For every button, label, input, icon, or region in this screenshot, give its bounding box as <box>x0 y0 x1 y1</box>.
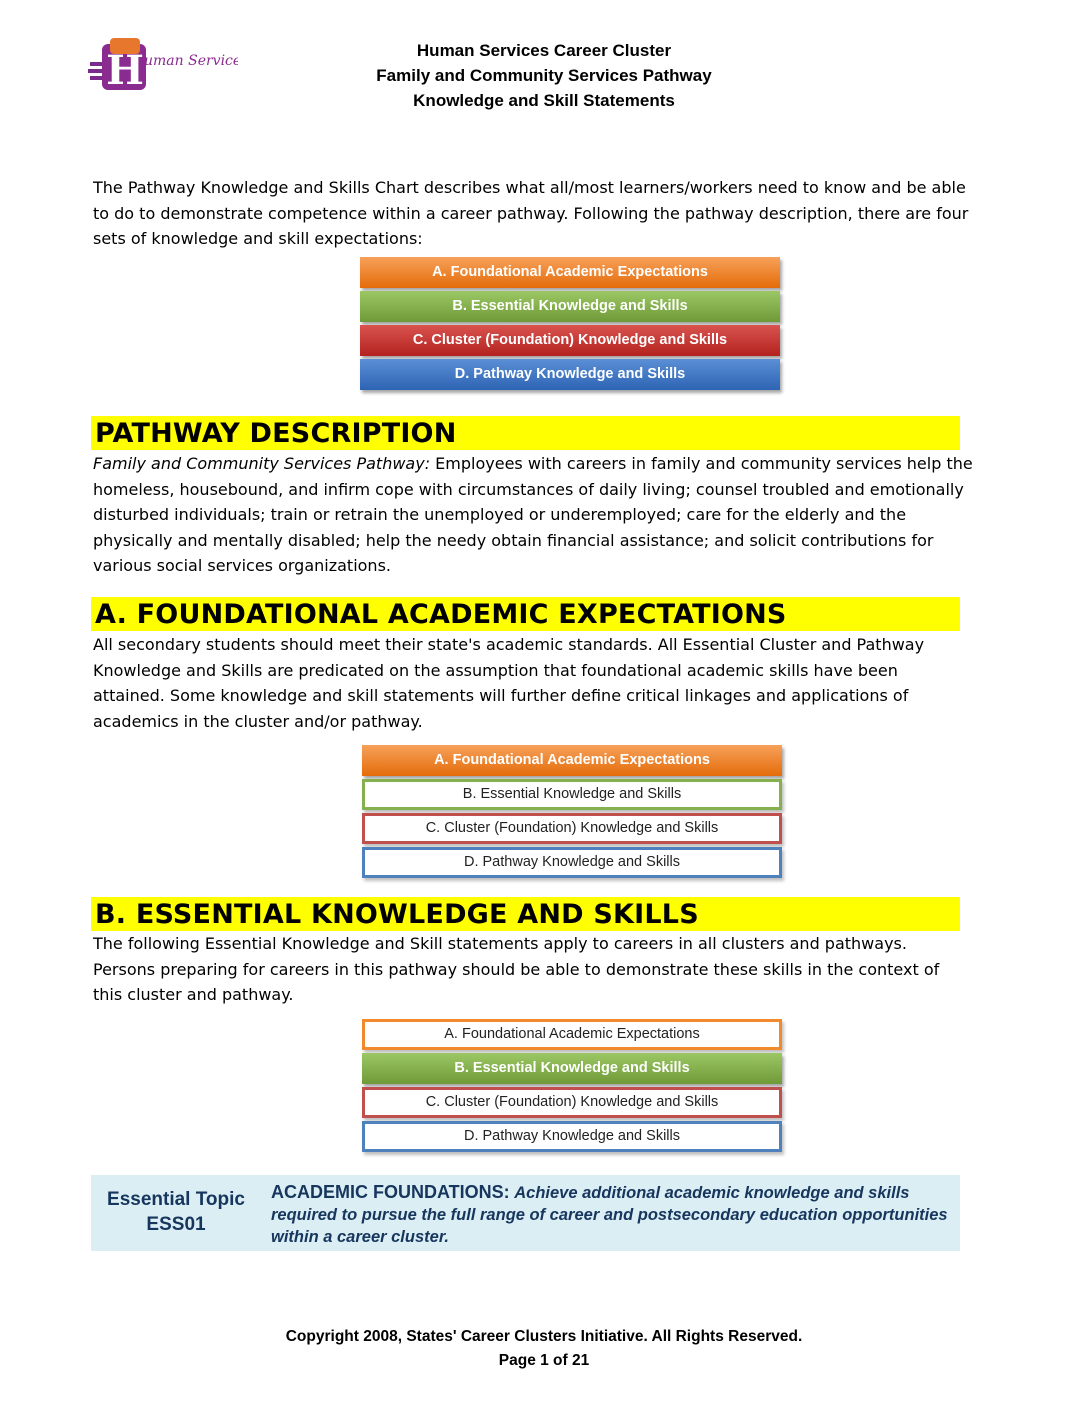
human-services-logo <box>88 32 238 94</box>
section-b-text: The following Essential Knowledge and Skill statements apply to careers in all clusters and pathways. Persons preparing for careers in this pathway should be able to demonstrate these skills in the context of this cluster and pathway. <box>93 934 940 1004</box>
logo-text: uman Services <box>144 53 238 69</box>
stack-item-a: A. Foundational Academic Expectations <box>360 257 780 288</box>
stack-item-b: B. Essential Knowledge and Skills <box>362 1053 782 1084</box>
stack-item-b: B. Essential Knowledge and Skills <box>362 779 782 810</box>
stack-item-c: C. Cluster (Foundation) Knowledge and Skills <box>362 1087 782 1118</box>
document-header <box>300 38 788 113</box>
stack-item-d: D. Pathway Knowledge and Skills <box>362 1121 782 1152</box>
stack-item-a: A. Foundational Academic Expectations <box>362 1019 782 1050</box>
stack-item-b: B. Essential Knowledge and Skills <box>360 291 780 322</box>
header-subtitle: Knowledge and Skill Statements <box>413 91 675 110</box>
essential-topic-description: Achieve additional academic knowledge and skills required to pursue the full range of career and postsecondary education opportunities within a career cluster. <box>271 1184 948 1246</box>
pathway-lead: Family and Community Services Pathway: <box>93 454 431 473</box>
pathway-description-text <box>93 451 973 579</box>
essential-topic-label <box>91 1187 261 1237</box>
header-pathway-title: Family and Community Services Pathway <box>376 66 712 85</box>
essential-topic-content <box>271 1181 951 1248</box>
knowledge-skills-stack-b <box>362 1019 782 1155</box>
section-b-heading: B. ESSENTIAL KNOWLEDGE AND SKILLS <box>91 897 960 931</box>
essential-topic-title: Essential Topic <box>107 1189 245 1210</box>
knowledge-skills-stack-overview <box>360 257 780 393</box>
header-cluster-title: Human Services Career Cluster <box>416 41 672 60</box>
copyright-text: Copyright 2008, States' Career Clusters Initiative. All Rights Reserved. <box>285 1328 803 1345</box>
essential-topic-code: ESS01 <box>146 1214 206 1235</box>
page-number: Page 1 of 21 <box>498 1352 590 1369</box>
essential-topic-heading: ACADEMIC FOUNDATIONS: <box>271 1182 510 1202</box>
stack-item-c: C. Cluster (Foundation) Knowledge and Skills <box>362 813 782 844</box>
logo-letter: H <box>106 47 144 94</box>
stack-item-d: D. Pathway Knowledge and Skills <box>360 359 780 390</box>
section-a-text: All secondary students should meet their state's academic standards. All Essential Cluster and Pathway Knowledge and Skills are predicated on the assumption that foundational academic skills have been attained. Some knowledge and skill statements will further define critical linkages and applications of academics in the cluster and/or pathway. <box>93 635 925 731</box>
stack-item-d: D. Pathway Knowledge and Skills <box>362 847 782 878</box>
stack-item-a: A. Foundational Academic Expectations <box>362 745 782 776</box>
page-footer <box>200 1325 888 1373</box>
essential-topic-row <box>91 1175 960 1251</box>
pathway-body: Employees with careers in family and community services help the homeless, housebound, and infirm cope with circumstances of daily living; counsel troubled and emotionally disturbed individuals; train or retrain the unemployed or underemployed; care for the elderly and the physically and mentally disabled; help the needy obtain financial assistance; and solicit contributions for various social services organizations. <box>93 454 973 575</box>
intro-paragraph: The Pathway Knowledge and Skills Chart describes what all/most learners/workers need to know and be able to do to demonstrate competence within a career pathway. Following the pathway description, there are four sets of knowledge and skill expectations: <box>93 178 969 248</box>
pathway-description-heading: PATHWAY DESCRIPTION <box>91 416 960 450</box>
stack-item-c: C. Cluster (Foundation) Knowledge and Skills <box>360 325 780 356</box>
knowledge-skills-stack-a <box>362 745 782 881</box>
section-a-heading: A. FOUNDATIONAL ACADEMIC EXPECTATIONS <box>91 597 960 631</box>
